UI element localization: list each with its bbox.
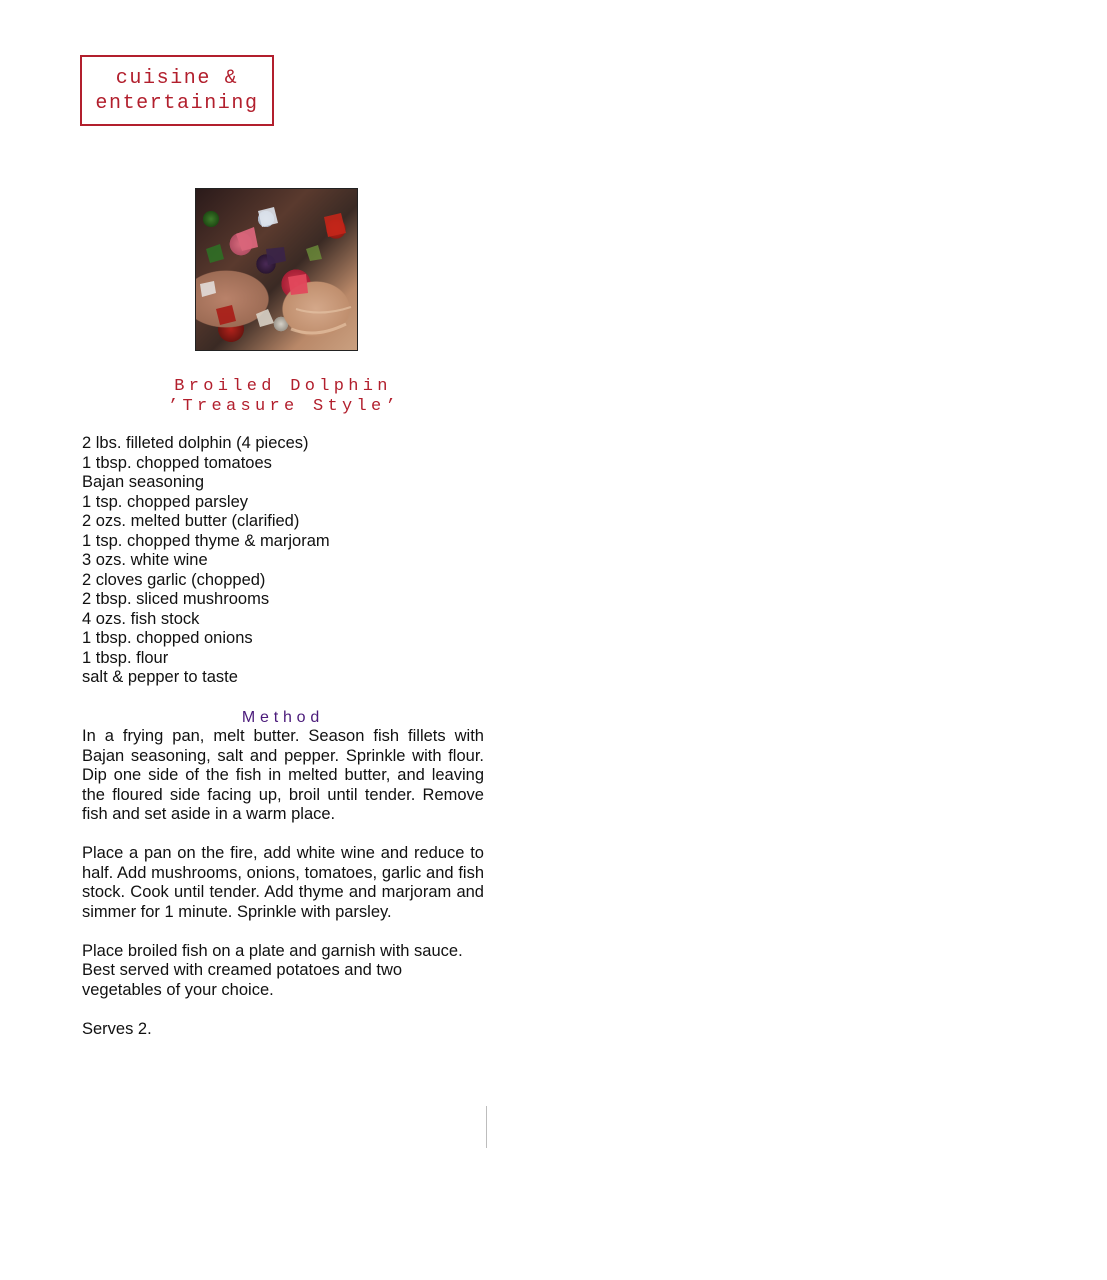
recipe-title-line-2: ’Treasure Style’ (168, 397, 401, 416)
ingredient-item: 3 ozs. white wine (82, 551, 208, 569)
ingredient-item: 2 lbs. filleted dolphin (4 pieces) (82, 434, 309, 452)
ingredient-item: 1 tbsp. chopped onions (82, 629, 253, 647)
method-paragraph: Place broiled fish on a plate and garnish with sauce. Best served with creamed potatoes and two vegetables of your choice. (82, 941, 463, 999)
ingredient-item: 1 tsp. chopped parsley (82, 492, 249, 511)
ingredient-item: Bajan seasoning (82, 473, 205, 491)
ingredient-item: 2 ozs. melted butter (clarified) (82, 512, 300, 530)
ingredient-item: 1 tsp. chopped thyme & marjoram (82, 531, 330, 550)
method-paragraph: Place a pan on the fire, add white wine and reduce to half. Add mushrooms, onions, tomatoes, garlic and fish stock. Cook until tender. Add thyme and marjoram and simmer for 1 minute. Sprinkle with parsley. (82, 844, 484, 921)
section-title-line-2: entertaining (95, 91, 259, 115)
ingredient-item: 1 tbsp. flour (82, 648, 169, 667)
dish-photo (195, 188, 358, 351)
method-section (82, 727, 484, 1059)
ingredient-item: 1 tbsp. chopped tomatoes (82, 453, 272, 472)
method-heading: Method (241, 709, 325, 726)
vertical-divider (486, 1106, 487, 1148)
ingredient-item: 2 cloves garlic (chopped) (82, 570, 266, 589)
ingredients-list (82, 434, 484, 688)
section-header-box (80, 55, 274, 126)
dish-photo-illustration (196, 189, 358, 351)
ingredient-item: 2 tbsp. sliced mushrooms (82, 590, 270, 608)
method-paragraph: In a frying pan, melt butter. Season fish fillets with Bajan seasoning, salt and pepper. Sprinkle with flour. Dip one side of the fish in melted butter, and leaving the floured side facing up, broil until tender. Remove fish and set aside in a warm place. (82, 727, 484, 823)
servings-note: Serves 2. (82, 1019, 152, 1038)
section-title-line-1: cuisine & (115, 66, 239, 90)
ingredient-item: salt & pepper to taste (82, 668, 238, 686)
ingredient-item: 4 ozs. fish stock (82, 609, 200, 628)
recipe-title-line-1: Broiled Dolphin (174, 377, 392, 396)
recipe-title (168, 377, 401, 417)
